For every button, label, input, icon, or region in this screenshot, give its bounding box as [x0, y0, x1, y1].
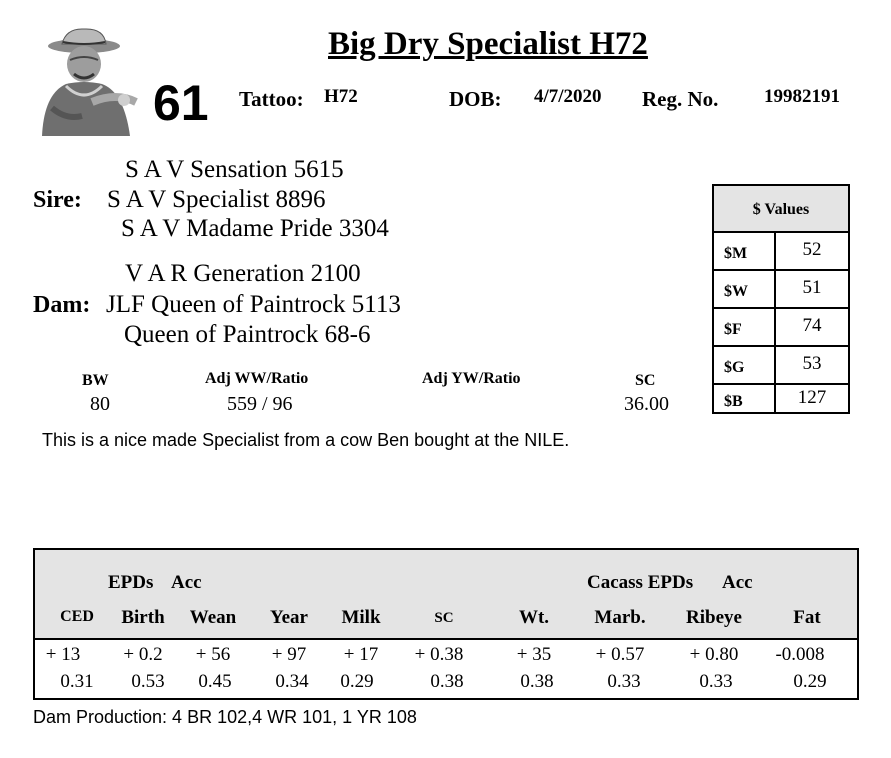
- epd-col-marb: Marb.: [594, 607, 646, 628]
- tattoo-value: H72: [324, 86, 358, 107]
- bw-label: BW: [82, 372, 109, 389]
- dollar-value-row: [714, 271, 848, 309]
- epd-acc-label: Acc: [171, 572, 202, 593]
- dollar-value: 51: [802, 277, 822, 298]
- tattoo-label: Tattoo:: [239, 87, 304, 111]
- carcass-epd-group-label: Cacass EPDs: [587, 572, 694, 593]
- dollar-value-row: [714, 233, 848, 271]
- carcass-acc-label: Acc: [722, 572, 753, 593]
- sc-value: 36.00: [624, 393, 669, 415]
- dam-production: Dam Production: 4 BR 102,4 WR 101, 1 YR 108: [33, 707, 417, 727]
- sire-name: S A V Specialist 8896: [107, 186, 326, 213]
- dollar-value: 52: [802, 239, 822, 260]
- dollar-values-table: [712, 184, 850, 414]
- epd-accuracy: 0.29: [793, 671, 827, 692]
- dob-value: 4/7/2020: [534, 86, 602, 107]
- epd-accuracy: 0.38: [520, 671, 554, 692]
- dollar-value-label: $W: [724, 283, 748, 300]
- epd-accuracy: 0.34: [275, 671, 309, 692]
- dollar-value: 127: [797, 387, 827, 408]
- adj-yw-label: Adj YW/Ratio: [422, 370, 521, 387]
- dollar-value: 74: [802, 315, 822, 336]
- epd-col-year: Year: [270, 607, 308, 628]
- epd-accuracy: 0.31: [60, 671, 94, 692]
- dollar-values-title: $ Values: [714, 186, 848, 233]
- epd-group-label: EPDs: [108, 572, 154, 593]
- lot-number: 61: [153, 75, 209, 131]
- epd-accuracy: 0.33: [607, 671, 641, 692]
- epd-accuracy: 0.45: [198, 671, 232, 692]
- epd-accuracy: 0.29: [340, 671, 374, 692]
- comment: This is a nice made Specialist from a cow Ben bought at the NILE.: [42, 430, 570, 450]
- epd-value: + 13: [45, 644, 81, 665]
- epd-accuracy: 0.33: [699, 671, 733, 692]
- epd-value: + 56: [195, 644, 231, 665]
- dollar-value-label: $F: [724, 321, 742, 338]
- epd-col-fat: Fat: [793, 607, 821, 628]
- cowboy-photo-icon: [32, 24, 142, 136]
- epd-value: + 0.57: [595, 644, 645, 665]
- dollar-value-label: $G: [724, 359, 745, 376]
- adj-ww-label: Adj WW/Ratio: [205, 370, 309, 387]
- epd-value: + 0.38: [414, 644, 464, 665]
- epd-value: -0.008: [775, 644, 825, 665]
- epd-value: + 0.80: [689, 644, 739, 665]
- epd-col-milk: Milk: [341, 607, 381, 628]
- epd-value: + 17: [343, 644, 379, 665]
- epd-value: + 97: [271, 644, 307, 665]
- epd-col-wean: Wean: [189, 607, 237, 628]
- dam-sire: V A R Generation 2100: [125, 260, 361, 287]
- epd-accuracy: 0.38: [430, 671, 464, 692]
- epd-col-ribeye: Ribeye: [686, 607, 742, 628]
- dollar-value-label: $B: [724, 393, 743, 410]
- epd-col-wt: Wt.: [518, 607, 550, 628]
- dollar-value-label: $M: [724, 245, 748, 262]
- sire-sire: S A V Sensation 5615: [125, 156, 344, 183]
- dob-label: DOB:: [449, 87, 502, 111]
- epd-accuracy: 0.53: [131, 671, 165, 692]
- reg-no-value: 19982191: [764, 86, 840, 107]
- epd-col-birth: Birth: [121, 607, 165, 628]
- dollar-value-row: [714, 347, 848, 385]
- sire-dam: S A V Madame Pride 3304: [121, 215, 389, 242]
- bw-value: 80: [90, 393, 110, 415]
- epd-table: [33, 548, 859, 700]
- epd-col-ced: CED: [60, 608, 94, 625]
- epd-col-sc: SC: [434, 610, 454, 626]
- epd-value: + 0.2: [123, 644, 163, 665]
- reg-no-label: Reg. No.: [642, 87, 719, 111]
- dollar-value-row: [714, 385, 848, 412]
- animal-name: Big Dry Specialist H72: [328, 26, 648, 62]
- epd-table-header: [35, 550, 857, 640]
- dam-label: Dam:: [33, 292, 91, 318]
- sire-label: Sire:: [33, 187, 82, 213]
- dollar-value-row: [714, 309, 848, 347]
- adj-ww-value: 559 / 96: [227, 393, 293, 415]
- dam-name: JLF Queen of Paintrock 5113: [106, 291, 401, 318]
- epd-value: + 35: [516, 644, 552, 665]
- dam-dam: Queen of Paintrock 68-6: [124, 321, 371, 348]
- sc-label: SC: [635, 372, 656, 389]
- dollar-value: 53: [802, 353, 822, 374]
